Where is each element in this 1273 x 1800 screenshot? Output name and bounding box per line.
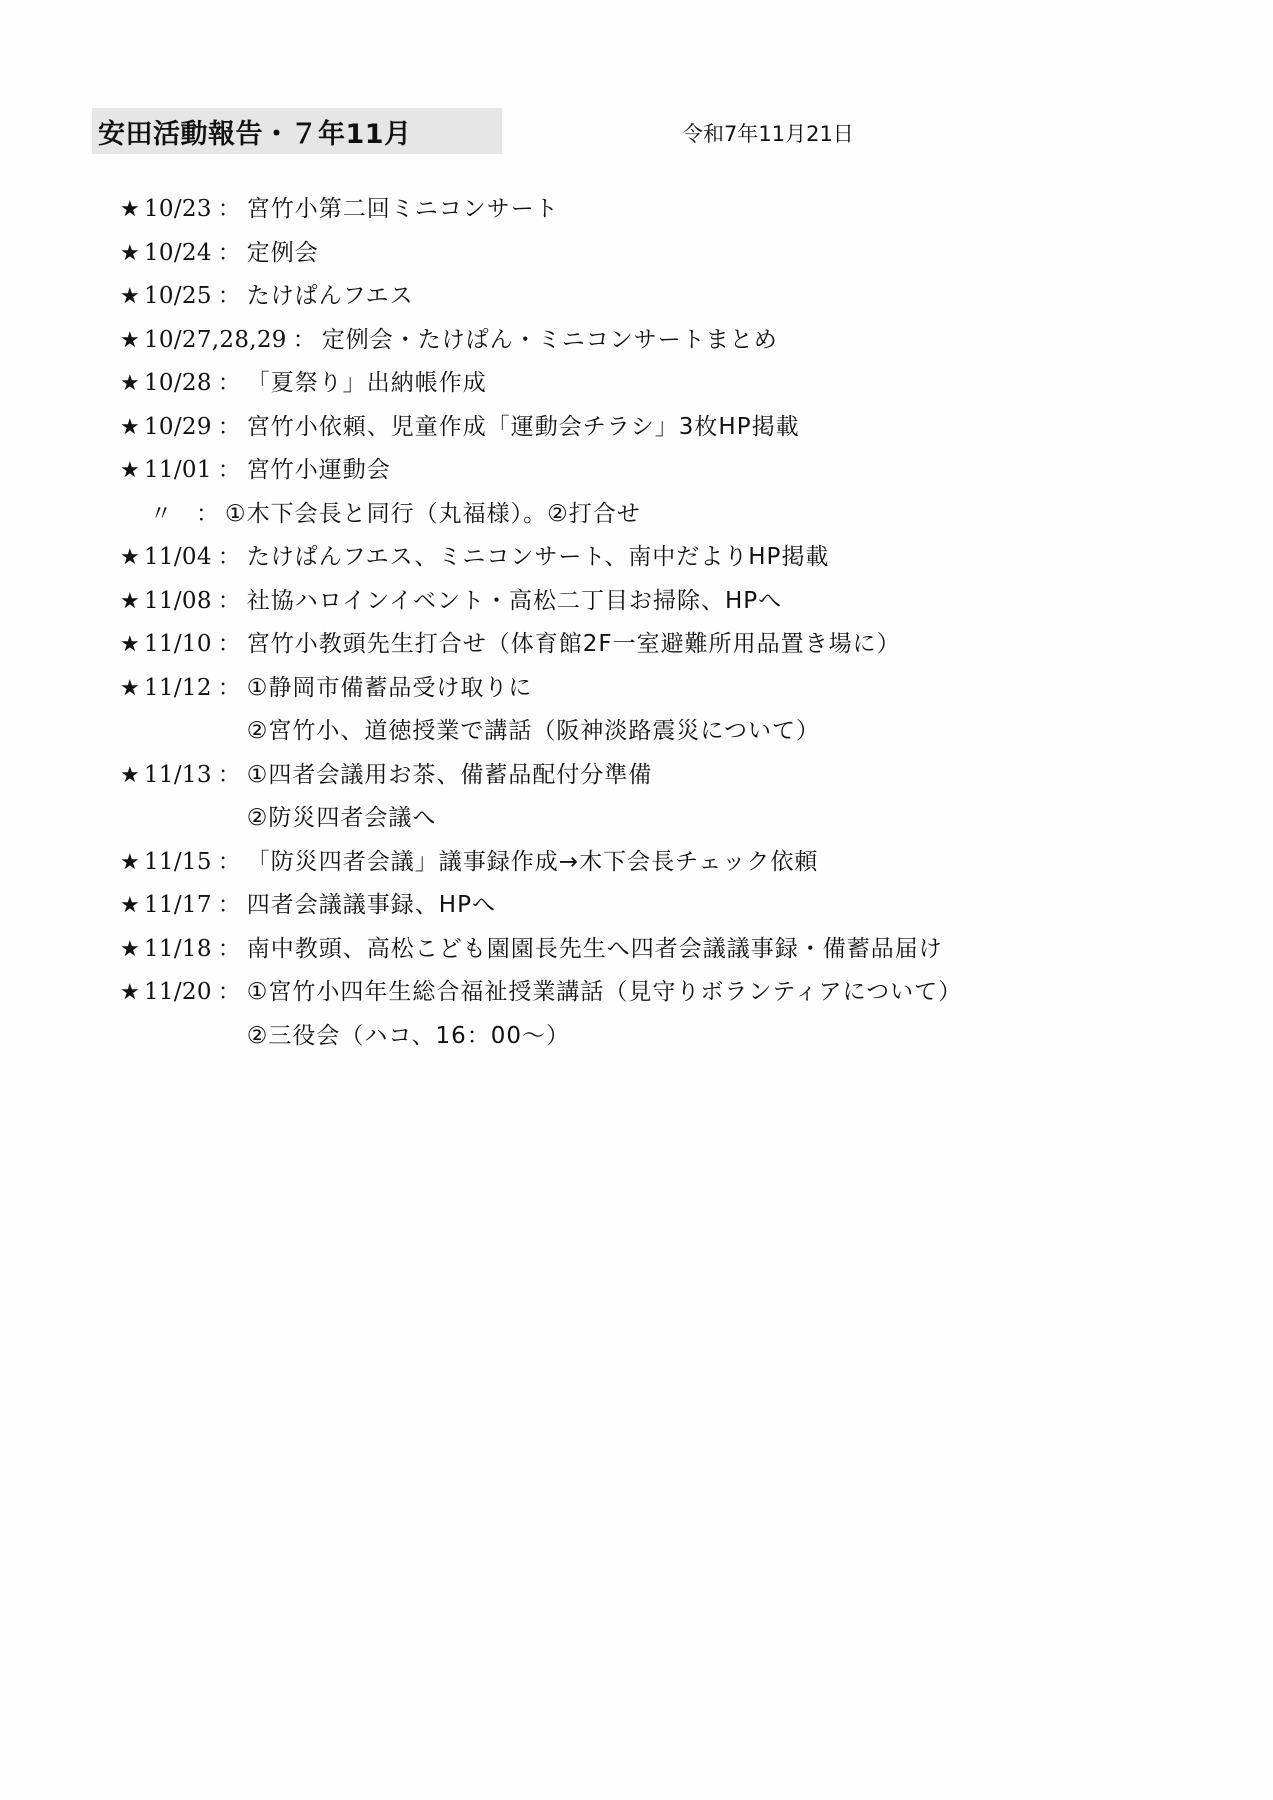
entry-separator: ：	[217, 370, 241, 396]
entry-text: ②防災四者会議へ	[246, 805, 437, 831]
ditto-mark: 〃	[150, 501, 173, 527]
entry-separator: ：	[217, 544, 241, 570]
entry-text: たけぱんフエス、ミニコンサート、南中だよりHP掲載	[246, 544, 830, 570]
entry-date: 10/25	[144, 283, 212, 309]
star-bullet-icon: ★	[120, 980, 140, 1005]
entry-text: 四者会議議事録、HPへ	[246, 892, 496, 918]
entry-text: 南中教頭、高松こども園園長先生へ四者会議議事録・備蓄品届け	[246, 935, 943, 962]
entry-text: 定例会	[246, 239, 319, 266]
entry-separator: ：	[292, 326, 316, 353]
activity-entry	[120, 799, 1220, 843]
document-header	[92, 108, 1092, 154]
entry-separator: ：	[217, 239, 241, 266]
entry-date: 10/23	[144, 196, 212, 222]
activity-entry	[120, 495, 1220, 539]
entry-date: 11/10	[144, 631, 212, 657]
star-bullet-icon: ★	[120, 588, 140, 614]
activity-entry	[120, 712, 1220, 756]
activity-entry	[120, 364, 1220, 408]
activity-entry	[120, 321, 1220, 365]
activity-entry	[120, 451, 1220, 495]
entry-separator: ：	[217, 196, 241, 222]
entry-separator: ：	[217, 979, 241, 1005]
entry-separator: ：	[217, 587, 241, 614]
entry-separator: ：	[217, 631, 241, 657]
activity-entry	[120, 930, 1220, 974]
entry-text: 宮竹小教頭先生打合せ（体育館2F一室避難所用品置き場に）	[246, 631, 901, 657]
activity-entry	[120, 277, 1220, 321]
entry-text: ②宮竹小、道徳授業で講話（阪神淡路震災について）	[246, 718, 820, 744]
report-date: 令和7年11月21日	[682, 122, 854, 146]
entry-date: 11/12	[144, 674, 212, 701]
star-bullet-icon: ★	[120, 632, 140, 657]
entry-separator: ：	[217, 848, 241, 875]
activity-entry	[120, 973, 1220, 1017]
star-bullet-icon: ★	[120, 458, 140, 483]
star-bullet-icon: ★	[120, 893, 140, 918]
activity-entry	[120, 234, 1220, 278]
entry-date: 11/17	[144, 892, 212, 918]
entry-text: 宮竹小第二回ミニコンサート	[246, 196, 559, 222]
entry-date: 11/15	[144, 848, 212, 875]
entry-separator: ：	[217, 935, 241, 962]
document-title: 安田活動報告・７年11月	[98, 118, 412, 150]
activity-entry	[120, 843, 1220, 887]
activity-entry	[120, 756, 1220, 800]
entry-text: ①木下会長と同行（丸福様）。②打合せ	[225, 500, 641, 527]
star-bullet-icon: ★	[120, 197, 140, 222]
entry-date: 10/28	[144, 370, 212, 396]
entry-text: ②三役会（ハコ、16：00～）	[246, 1022, 571, 1049]
entry-date: 11/18	[144, 935, 212, 962]
activity-entry	[120, 1017, 1220, 1061]
star-bullet-icon: ★	[120, 240, 140, 266]
star-bullet-icon: ★	[120, 675, 140, 701]
star-bullet-icon: ★	[120, 371, 140, 396]
entry-text: 社協ハロインイベント・高松二丁目お掃除、HPへ	[246, 587, 783, 614]
entry-text: ①宮竹小四年生総合福祉授業講話（見守りボランティアについて）	[246, 979, 963, 1005]
entry-separator: ：	[217, 761, 241, 788]
entry-date: 11/04	[144, 544, 212, 570]
entry-text: 宮竹小依頼、児童作成「運動会チラシ」3枚HP掲載	[246, 413, 800, 440]
entry-separator: ：	[217, 457, 241, 483]
entry-text: 定例会・たけぱん・ミニコンサートまとめ	[321, 326, 778, 353]
entry-separator: ：	[217, 674, 241, 701]
star-bullet-icon: ★	[120, 414, 140, 440]
activity-list	[120, 190, 1220, 1060]
star-bullet-icon: ★	[120, 545, 140, 570]
entry-date: 10/24	[144, 239, 212, 266]
title-box	[92, 108, 502, 154]
entry-date: 11/20	[144, 979, 212, 1005]
entry-date: 11/13	[144, 761, 212, 788]
star-bullet-icon: ★	[120, 327, 140, 353]
entry-text: ①静岡市備蓄品受け取りに	[246, 674, 533, 701]
entry-text: 宮竹小運動会	[246, 457, 391, 483]
entry-date: 11/01	[144, 457, 212, 483]
entry-text: 「夏祭り」出納帳作成	[246, 370, 487, 396]
activity-entry	[120, 538, 1220, 582]
activity-entry	[120, 669, 1220, 713]
entry-date: 11/08	[144, 587, 212, 614]
entry-date: 10/29	[144, 413, 212, 440]
entry-date: 10/27,28,29	[144, 326, 287, 353]
activity-entry	[120, 408, 1220, 452]
activity-entry	[120, 625, 1220, 669]
entry-text: ①四者会議用お茶、備蓄品配付分準備	[246, 761, 653, 788]
star-bullet-icon: ★	[120, 284, 140, 309]
activity-entry	[120, 190, 1220, 234]
star-bullet-icon: ★	[120, 762, 140, 788]
entry-separator: ：	[196, 500, 219, 527]
entry-text: たけぱんフエス	[246, 283, 414, 309]
entry-separator: ：	[217, 413, 241, 440]
star-bullet-icon: ★	[120, 849, 140, 875]
entry-text: 「防災四者会議」議事録作成→木下会長チェック依頼	[246, 848, 819, 875]
entry-separator: ：	[217, 892, 241, 918]
activity-entry	[120, 582, 1220, 626]
activity-entry	[120, 886, 1220, 930]
star-bullet-icon: ★	[120, 936, 140, 962]
entry-separator: ：	[217, 283, 241, 309]
